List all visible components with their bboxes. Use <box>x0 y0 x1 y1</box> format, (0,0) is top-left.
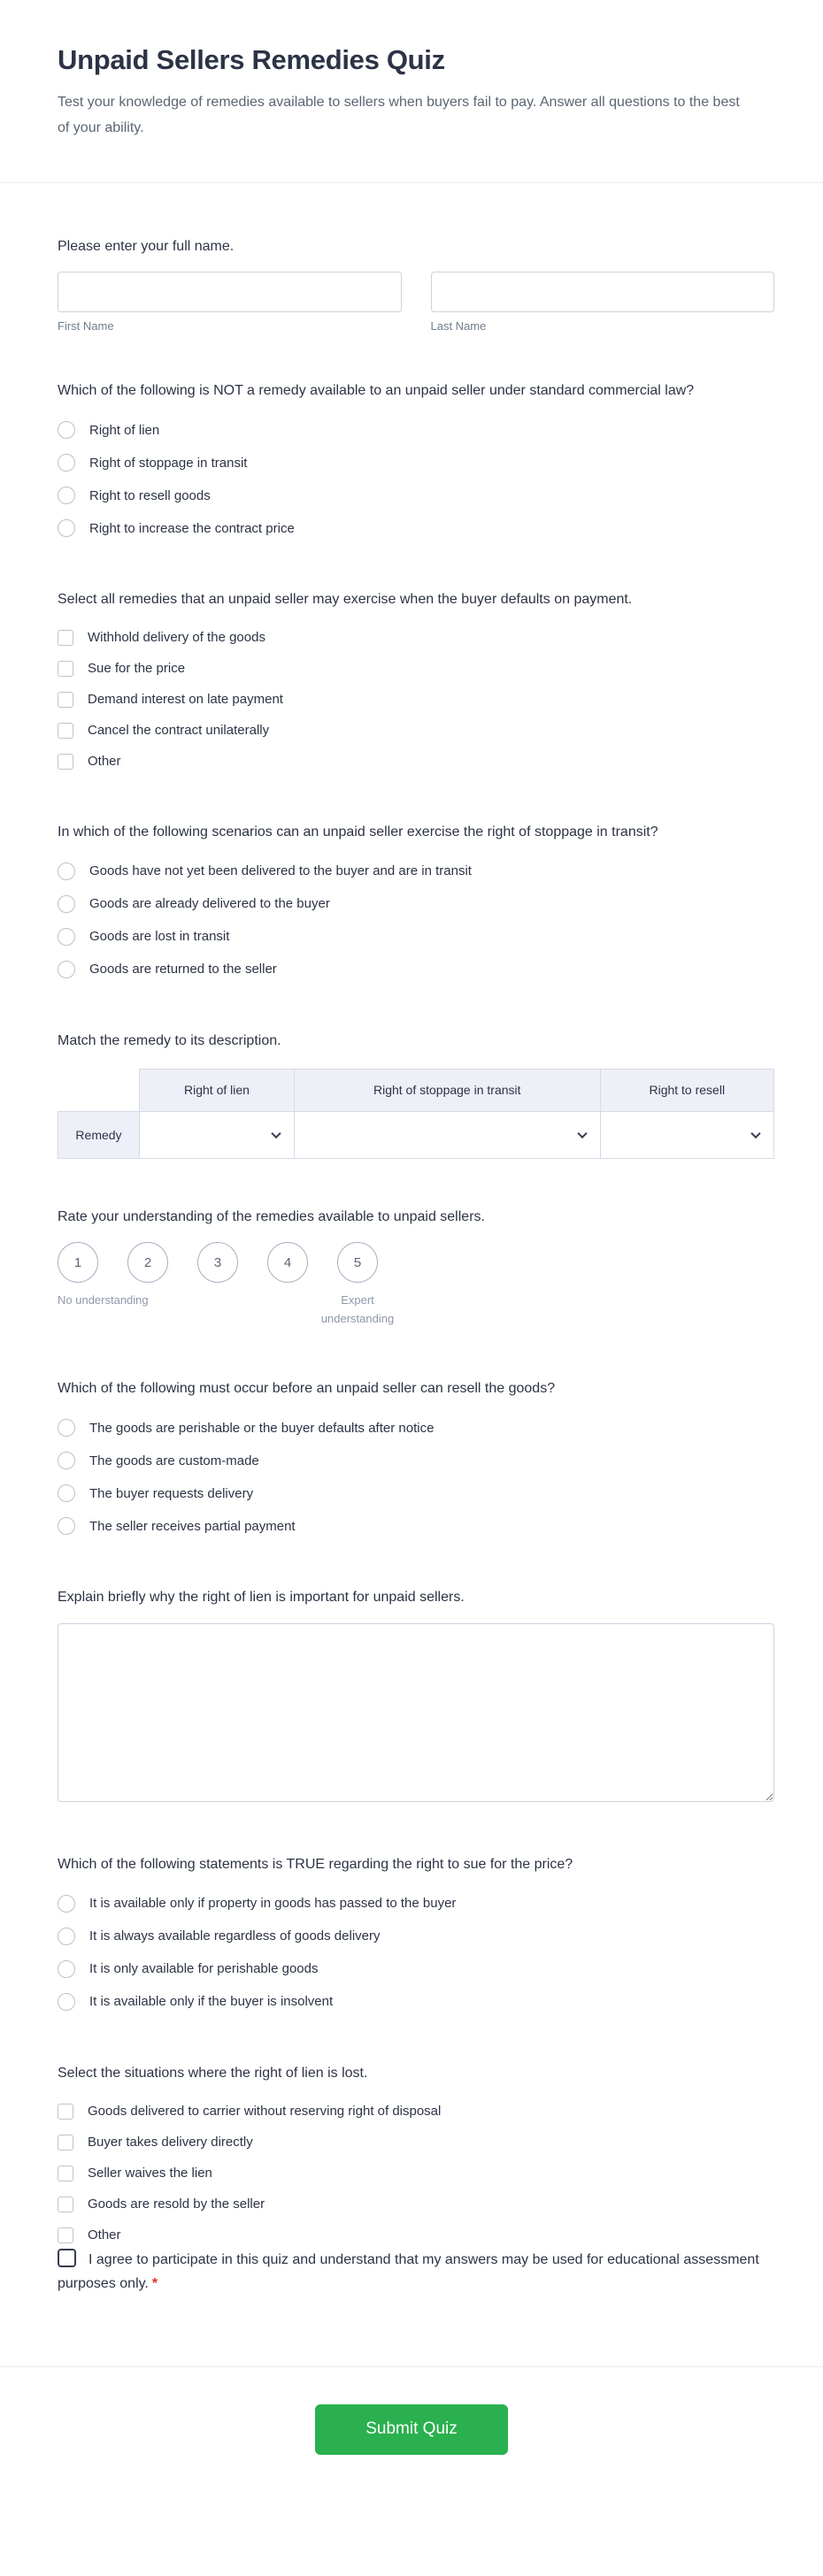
option-label: Other <box>88 754 121 770</box>
option-label: The goods are custom-made <box>89 1453 259 1468</box>
question-label: Select all remedies that an unpaid seller may exercise when the buyer defaults on payment. <box>58 592 633 608</box>
checkbox-option-other[interactable] <box>58 749 774 774</box>
checkbox-option[interactable] <box>58 2130 774 2155</box>
checkbox-icon[interactable] <box>58 754 73 770</box>
radio-option[interactable] <box>58 1414 774 1441</box>
radio-icon[interactable] <box>58 1419 75 1437</box>
checkbox-icon[interactable] <box>58 2135 73 2150</box>
radio-option[interactable] <box>58 858 774 885</box>
matrix-column-header: Right of lien <box>140 1069 295 1111</box>
radio-option[interactable] <box>58 1956 774 1982</box>
rating-option-4[interactable]: 4 <box>267 1242 308 1283</box>
page-title: Unpaid Sellers Remedies Quiz <box>58 44 445 75</box>
option-label: It is available only if the buyer is insolvent <box>89 1994 334 2010</box>
explain-lien-textarea[interactable] <box>58 1623 774 1802</box>
matrix-select-right-to-resell[interactable] <box>601 1112 773 1158</box>
radio-icon[interactable] <box>58 1928 75 1945</box>
radio-option[interactable] <box>58 482 774 509</box>
question-lien-lost <box>58 2063 774 2248</box>
rating-min-label: No understanding <box>58 1293 149 1307</box>
option-label: The goods are perishable or the buyer defaults after notice <box>89 1420 435 1436</box>
rating-scale <box>58 1242 774 1283</box>
option-label: Seller waives the lien <box>88 2166 212 2181</box>
option-label: Buyer takes delivery directly <box>88 2135 253 2150</box>
matching-table <box>58 1069 774 1159</box>
option-label: It is always available regardless of goods delivery <box>89 1928 381 1944</box>
radio-option[interactable] <box>58 1513 774 1539</box>
checkbox-icon[interactable] <box>58 2196 73 2212</box>
rating-option-5[interactable]: 5 <box>337 1242 378 1283</box>
checkbox-option[interactable] <box>58 2192 774 2217</box>
last-name-sublabel: Last Name <box>430 319 487 334</box>
option-label: Other <box>88 2227 121 2243</box>
question-match-remedy <box>58 1031 774 1159</box>
radio-option[interactable] <box>58 924 774 950</box>
checkbox-option-other[interactable] <box>58 2223 774 2248</box>
option-label: Cancel the contract unilaterally <box>88 723 270 739</box>
rating-option-3[interactable]: 3 <box>197 1242 238 1283</box>
option-label: It is only available for perishable goods <box>89 1961 319 1977</box>
question-true-statement <box>58 1854 774 2015</box>
option-label: It is available only if property in goods has passed to the buyer <box>89 1896 457 1912</box>
submit-section <box>0 2367 823 2503</box>
question-label: Which of the following must occur before an unpaid seller can resell the goods? <box>58 1381 556 1397</box>
radio-icon[interactable] <box>58 862 75 880</box>
checkbox-icon[interactable] <box>58 2166 73 2181</box>
first-name-group <box>58 272 402 333</box>
option-label: The seller receives partial payment <box>89 1518 296 1534</box>
question-label: Select the situations where the right of lien is lost. <box>58 2065 368 2081</box>
checkbox-option[interactable] <box>58 625 774 650</box>
radio-option[interactable] <box>58 515 774 541</box>
radio-icon[interactable] <box>58 1452 75 1469</box>
form-description: Test your knowledge of remedies available to sellers when buyers fail to pay. Answer all questions to the best of your ability. <box>58 95 740 135</box>
checkbox-icon[interactable] <box>58 661 73 677</box>
radio-option[interactable] <box>58 449 774 476</box>
radio-icon[interactable] <box>58 895 75 913</box>
question-label: Explain briefly why the right of lien is important for unpaid sellers. <box>58 1590 465 1606</box>
radio-option[interactable] <box>58 1447 774 1474</box>
checkbox-option[interactable] <box>58 656 774 681</box>
option-label: Withhold delivery of the goods <box>88 630 265 646</box>
question-label: In which of the following scenarios can an unpaid seller exercise the right of stoppage in transit? <box>58 824 658 840</box>
checkbox-option[interactable] <box>58 2099 774 2124</box>
first-name-field[interactable] <box>58 272 402 312</box>
question-label: Which of the following is NOT a remedy available to an unpaid seller under standard commercial law? <box>58 383 695 399</box>
option-label: Goods are returned to the seller <box>89 962 277 978</box>
radio-icon[interactable] <box>58 961 75 978</box>
option-label: Demand interest on late payment <box>88 692 283 708</box>
matrix-corner-cell <box>58 1069 140 1111</box>
required-asterisk: * <box>151 2275 158 2291</box>
radio-icon[interactable] <box>58 1484 75 1502</box>
matrix-select-right-of-lien[interactable] <box>140 1112 294 1158</box>
radio-option[interactable] <box>58 417 774 443</box>
radio-option[interactable] <box>58 1890 774 1917</box>
question-stoppage-scenarios <box>58 822 774 983</box>
question-explain-lien <box>58 1587 774 1806</box>
rating-max-label: Expert understanding <box>320 1293 395 1325</box>
matrix-row-header: Remedy <box>58 1111 140 1158</box>
radio-icon[interactable] <box>58 519 75 537</box>
radio-option[interactable] <box>58 1923 774 1950</box>
last-name-group <box>431 272 775 333</box>
checkbox-option[interactable] <box>58 718 774 743</box>
question-full-name <box>58 236 774 334</box>
option-label: Right to resell goods <box>89 487 211 503</box>
option-label: Goods are already delivered to the buyer <box>89 896 330 912</box>
question-rating <box>58 1207 774 1331</box>
option-label: Goods are lost in transit <box>89 929 230 945</box>
checkbox-icon[interactable] <box>58 630 73 646</box>
last-name-field[interactable] <box>431 272 775 312</box>
radio-icon[interactable] <box>58 1517 75 1535</box>
matrix-select-stoppage-in-transit[interactable] <box>295 1112 600 1158</box>
option-label: Right of stoppage in transit <box>89 455 248 471</box>
option-label: Goods are resold by the seller <box>88 2196 265 2212</box>
consent-checkbox-icon[interactable] <box>58 2249 76 2267</box>
submit-quiz-button[interactable]: Submit Quiz <box>315 2404 508 2455</box>
consent-agreement[interactable] <box>58 2252 759 2291</box>
rating-scale-labels <box>58 1292 774 1330</box>
option-label: Right of lien <box>89 422 160 438</box>
radio-icon[interactable] <box>58 1895 75 1913</box>
question-label: Rate your understanding of the remedies available to unpaid sellers. <box>58 1208 485 1224</box>
checkbox-icon[interactable] <box>58 2227 73 2243</box>
option-label: Goods delivered to carrier without reserving right of disposal <box>88 2104 442 2120</box>
radio-icon[interactable] <box>58 1993 75 2011</box>
question-resell-condition <box>58 1378 774 1539</box>
radio-icon[interactable] <box>58 487 75 504</box>
question-label: Match the remedy to its description. <box>58 1032 281 1048</box>
radio-icon[interactable] <box>58 1960 75 1978</box>
table-row <box>58 1111 774 1158</box>
radio-icon[interactable] <box>58 454 75 472</box>
question-label: Please enter your full name. <box>58 238 235 254</box>
option-label: The buyer requests delivery <box>89 1485 254 1501</box>
radio-option[interactable] <box>58 1989 774 2015</box>
radio-option[interactable] <box>58 891 774 917</box>
option-label: Sue for the price <box>88 661 186 677</box>
checkbox-option[interactable] <box>58 687 774 712</box>
rating-option-2[interactable]: 2 <box>127 1242 168 1283</box>
matrix-column-header: Right of stoppage in transit <box>294 1069 600 1111</box>
radio-icon[interactable] <box>58 928 75 946</box>
option-label: Right to increase the contract price <box>89 520 295 536</box>
form-header <box>0 0 823 182</box>
rating-option-1[interactable]: 1 <box>58 1242 98 1283</box>
matrix-column-header: Right to resell <box>600 1069 773 1111</box>
question-not-remedy <box>58 380 774 541</box>
question-label: Which of the following statements is TRUE regarding the right to sue for the price? <box>58 1856 573 1872</box>
first-name-sublabel: First Name <box>58 319 114 334</box>
checkbox-icon[interactable] <box>58 723 73 739</box>
consent-label: I agree to participate in this quiz and understand that my answers may be used for educational assessment purposes only. <box>58 2251 759 2291</box>
checkbox-option[interactable] <box>58 2161 774 2186</box>
radio-icon[interactable] <box>58 421 75 439</box>
radio-option[interactable] <box>58 1480 774 1506</box>
checkbox-icon[interactable] <box>58 2104 73 2120</box>
option-label: Goods have not yet been delivered to the buyer and are in transit <box>89 863 472 879</box>
question-select-remedies <box>58 589 774 774</box>
radio-option[interactable] <box>58 956 774 983</box>
checkbox-icon[interactable] <box>58 692 73 708</box>
